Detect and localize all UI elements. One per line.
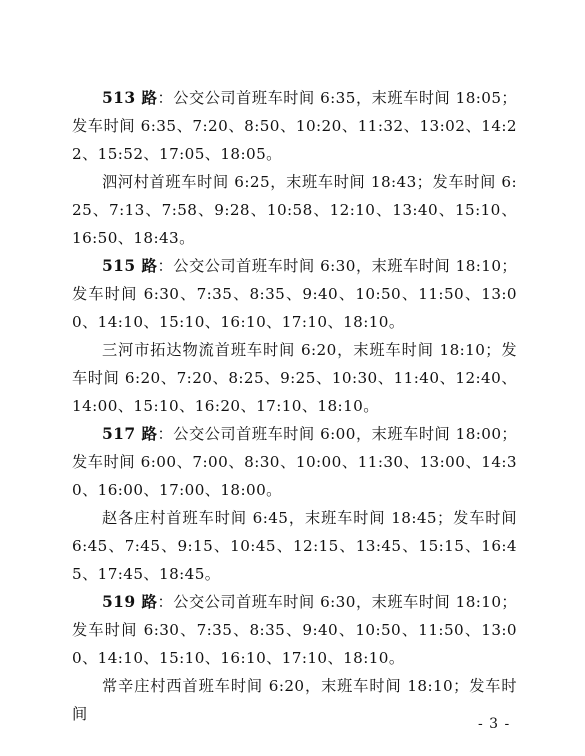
schedule-text: ：公交公司首班车时间 6:30，末班车时间 18:10；发车时间 6:30、7:35、8:35、9:40、10:50、11:50、13:00、14:10、15:10、16:10、17:10、18:10。 <box>72 257 517 331</box>
zhaogezhuang-village-schedule <box>72 504 517 588</box>
schedule-text: ：公交公司首班车时间 6:00，末班车时间 18:00；发车时间 6:00、7:00、8:30、10:00、11:30、13:00、14:30、16:00、17:00、18:00。 <box>72 425 517 499</box>
schedule-text: 三河市拓达物流首班车时间 6:20，末班车时间 18:10；发车时间 6:20、7:20、8:25、9:25、10:30、11:40、12:40、14:00、15:10、16:20、17:10、18:10。 <box>72 341 517 415</box>
tuoda-logistics-schedule <box>72 336 517 420</box>
route-517-schedule <box>72 420 517 504</box>
route-515-schedule <box>72 252 517 336</box>
document-body <box>72 84 517 728</box>
schedule-text: ：公交公司首班车时间 6:30，末班车时间 18:10；发车时间 6:30、7:35、8:35、9:40、10:50、11:50、13:00、14:10、15:10、16:10、17:10、18:10。 <box>72 593 517 667</box>
route-label: 517 路 <box>102 424 158 443</box>
page-number: - 3 - <box>478 716 511 732</box>
route-519-schedule <box>72 588 517 672</box>
schedule-text: 常辛庄村西首班车时间 6:20，末班车时间 18:10；发车时间 <box>72 677 517 723</box>
schedule-text: ：公交公司首班车时间 6:35，末班车时间 18:05；发车时间 6:35、7:20、8:50、10:20、11:32、13:02、14:22、15:52、17:05、18:05。 <box>72 89 517 163</box>
changxinzhuang-village-schedule <box>72 672 517 728</box>
route-label: 515 路 <box>102 256 158 275</box>
schedule-text: 泗河村首班车时间 6:25，末班车时间 18:43；发车时间 6:25、7:13、7:58、9:28、10:58、12:10、13:40、15:10、16:50、18:43。 <box>72 173 517 247</box>
route-label: 513 路 <box>102 88 158 107</box>
route-label: 519 路 <box>102 592 158 611</box>
route-513-schedule <box>72 84 517 168</box>
schedule-text: 赵各庄村首班车时间 6:45，末班车时间 18:45；发车时间 6:45、7:45、9:15、10:45、12:15、13:45、15:15、16:45、17:45、18:45。 <box>72 509 517 583</box>
sihe-village-schedule <box>72 168 517 252</box>
